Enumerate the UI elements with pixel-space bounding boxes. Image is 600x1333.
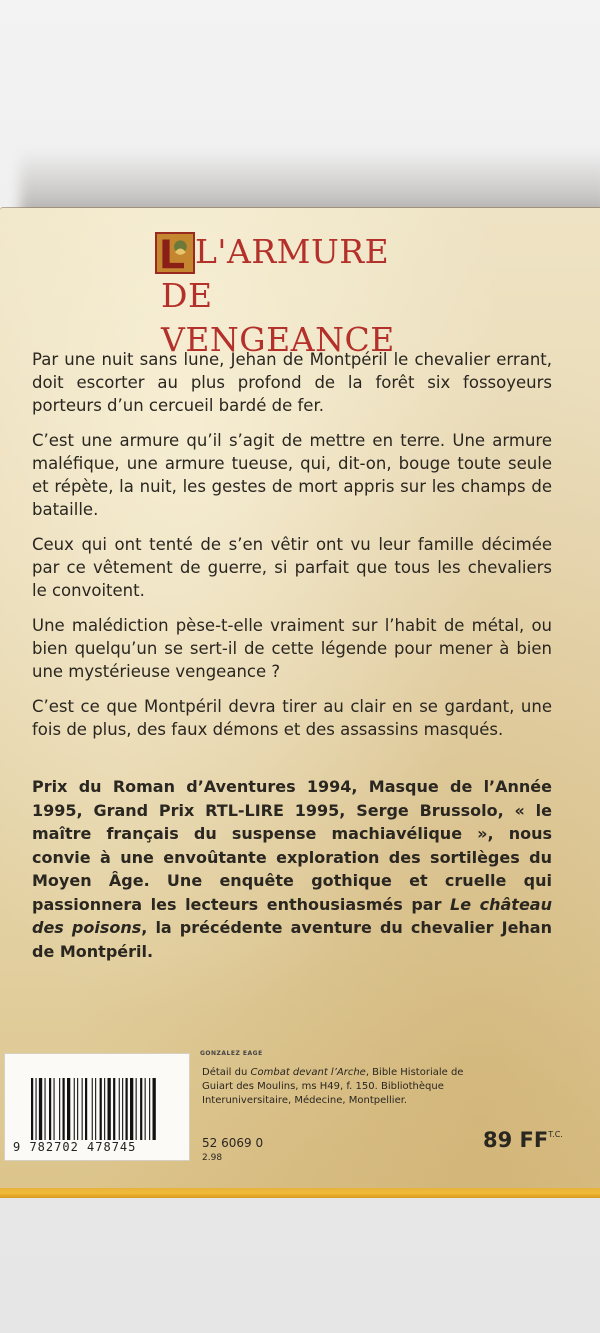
award-paragraph [32,775,552,963]
credit-artwork-title: Combat devant l’Arche [250,1067,366,1078]
product-date-code: 2.98 [202,1153,223,1163]
price-value: 89 FF [483,1128,549,1152]
award-text-1: Prix du Roman d’Aventures 1994, Masque de l’Année 1995, Grand Prix RTL-LIRE 1995, Serge Brussolo, « le maître français du suspense machiavélique », nous convie à une envoûtante exploration des sortilèges du Moyen Âge. Une enquête gothique et cruelle qui passionnera les lecteurs enthousiasmés par [32,777,552,914]
credit-text-2: , Bible Historiale de Guiart des Moulins, ms H49, f. 150. Bibliothèque Interuniversitaire, Médecine, Montpellier. [202,1067,464,1106]
blurb-paragraph-3: Ceux qui ont tenté de s’en vêtir ont vu leur famille décimée par ce vêtement de guerre, si parfait que tous les chevaliers le convoitent. [32,535,552,600]
book-back-cover [0,208,600,1198]
blurb-paragraph-5: C’est ce que Montpéril devra tirer au clair en se gardant, une fois de plus, des faux démons et des assassins masqués. [32,697,552,739]
blurb-paragraph-2: C’est une armure qu’il s’agit de mettre en terre. Une armure maléfique, une armure tueuse, qui, dit-on, bouge toute seule et répète, la nuit, les gestes de mort appris sur les champs de bataille. [32,431,552,519]
publisher-mark: GONZALEZ EAGE [200,1050,263,1057]
barcode-icon [31,1078,181,1140]
barcode-box [4,1053,190,1161]
product-code: 52 6069 0 [202,1136,264,1150]
price [483,1128,563,1152]
page-edge [0,1188,600,1198]
price-suffix: T.C. [548,1130,563,1139]
blurb-paragraph-4: Une malédiction pèse-t-elle vraiment sur l’habit de métal, ou bien quelqu’un se sert-il de cette légende pour mener à bien une mystérieuse vengeance ? [32,616,552,681]
product-codes [202,1136,263,1166]
title-line2: DE VENGEANCE [161,276,395,359]
credit-text-1: Détail du [202,1067,251,1078]
isbn-number: 9 782702 478745 [13,1140,137,1154]
award-text-2: , la précédente aventure du chevalier Jehan de Montpéril. [32,918,552,961]
blurb [32,348,552,975]
award-book-title: Le château des poisons [32,894,552,937]
book-title [155,230,455,362]
title-prefix: L' [195,232,227,271]
title-line1: ARMURE [227,232,390,271]
blurb-paragraph-1: Par une nuit sans lune, Jehan de Montpéril le chevalier errant, doit escorter au plus profond de la forêt six fossoyeurs porteurs d’un cercueil bardé de fer. [32,350,552,415]
illuminated-initial-icon [155,232,195,274]
image-credit [202,1066,472,1108]
